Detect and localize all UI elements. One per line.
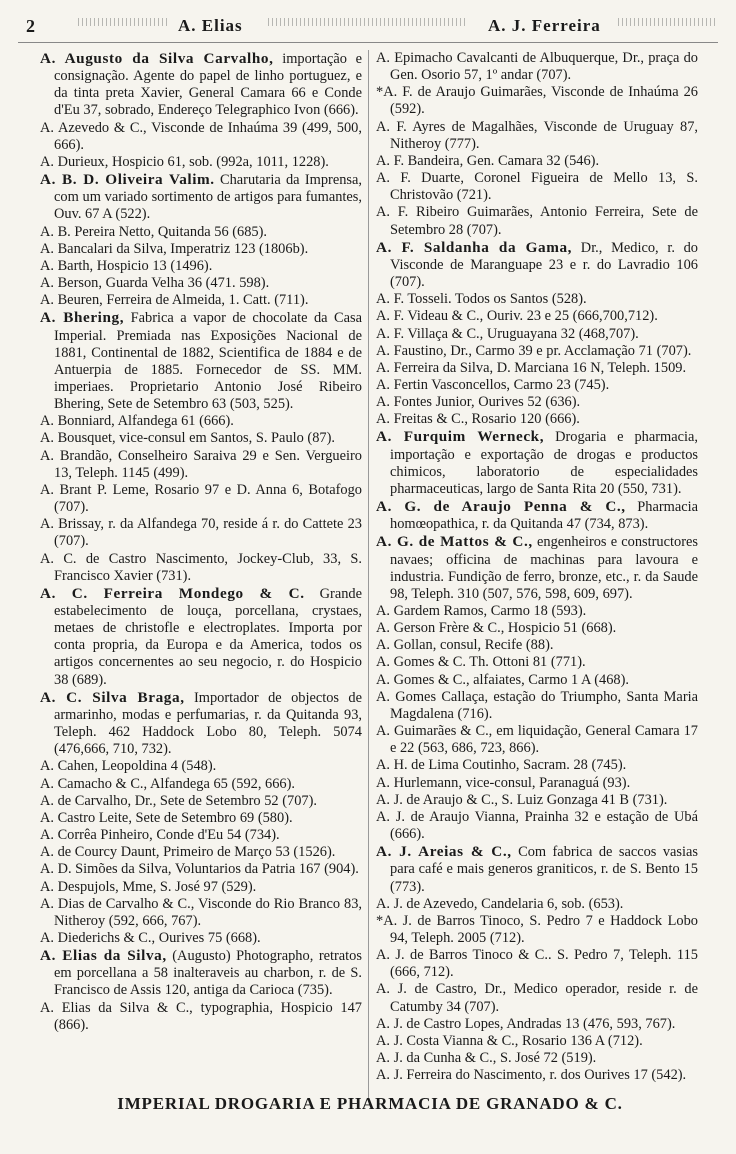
entry-details: Jockey-Club, 33, S. Francisco Xavier (731). xyxy=(54,550,362,584)
directory-entry xyxy=(376,981,698,1015)
entry-details: Mme, S. José 97 (529). xyxy=(122,878,257,895)
directory-entry xyxy=(376,723,698,757)
entry-name: A. Augusto da Silva Carvalho, xyxy=(40,50,274,67)
entry-details: S. Pedro 7 e Haddock Lobo 94, Teleph. 2005 (712). xyxy=(390,912,698,946)
entry-name: *A. J. de Barros Tinoco, xyxy=(376,912,524,929)
entry-name: A. J. de Araujo & C., xyxy=(376,791,498,808)
entry-details: Hospicio 61, sob. (992a, 1011, 1228). xyxy=(111,153,329,170)
entry-name: A. Camacho & C., xyxy=(40,775,148,792)
entry-details: Ouriv. 23 e 25 (666,700,712). xyxy=(486,308,658,325)
entry-details: estação do Triumpho, Santa Maria Magdalena (716). xyxy=(390,688,699,722)
entry-name: A. B. D. Oliveira Valim. xyxy=(40,171,215,189)
entry-name: A. Elias da Silva & C., xyxy=(40,999,193,1016)
entry-details: Antonio Ferreira, Sete de Setembro 28 (707). xyxy=(390,204,699,238)
entry-name: A. Barth, xyxy=(40,257,94,274)
directory-entry xyxy=(40,292,362,309)
entry-name: A. F. Saldanha da Gama, xyxy=(376,238,573,256)
directory-entry xyxy=(376,654,698,671)
running-head-right: A. J. Ferreira xyxy=(488,16,601,35)
directory-entry xyxy=(376,843,698,895)
page-number: 2 xyxy=(26,16,35,36)
entry-details: Quitanda 56 (685). xyxy=(157,223,268,240)
directory-entry xyxy=(376,620,698,637)
entry-details: Guarda Velha 36 (471. 598). xyxy=(105,275,270,292)
entry-name: A. Ferreira da Silva, xyxy=(376,359,494,376)
directory-entry xyxy=(40,827,362,844)
entry-name: A. Berson, xyxy=(40,275,102,292)
entry-name: A. Azevedo & C., xyxy=(40,119,147,136)
entry-name: A. J. de Araujo Vianna, xyxy=(376,808,519,825)
directory-entry xyxy=(40,896,362,930)
entry-name: A. Beuren, xyxy=(40,292,103,309)
entry-name: A. Fontes Junior, xyxy=(376,394,475,411)
entry-details: Rosario 97 e D. Anna 6, Botafogo (707). xyxy=(54,481,362,516)
directory-entry xyxy=(40,879,362,896)
directory-entry xyxy=(376,809,698,843)
directory-entry xyxy=(376,308,698,325)
directory-entry xyxy=(40,861,362,878)
directory-entry xyxy=(376,947,698,981)
directory-entry xyxy=(376,84,698,118)
entry-details: consul, Recife (88). xyxy=(439,637,554,654)
entry-details: Visconde de Inhaúma 26 (592). xyxy=(390,84,698,118)
entry-name: A. Brant P. Leme, xyxy=(40,481,149,498)
entry-details: typographia, Hospicio 147 (866). xyxy=(54,999,363,1033)
entry-details: Dr., Carmo 39 e pr. Acclamação 71 (707). xyxy=(450,342,692,359)
entry-name: A. J. de Barros Tinoco & C.. xyxy=(376,947,552,964)
entry-details: Visconde do Rio Branco 83, Nitheroy (592, 666, 767). xyxy=(54,895,362,929)
running-head-left: A. Elias xyxy=(178,16,243,35)
entry-name: A. Gomes & C., xyxy=(376,671,470,688)
directory-entry xyxy=(40,171,362,223)
right-column xyxy=(376,50,698,1084)
entry-details: Conselheiro Saraiva 29 e Sen. Vergueiro 13, Teleph. 1145 (499). xyxy=(54,447,362,481)
entry-details: Alfandega 61 (666). xyxy=(117,413,234,430)
entry-name: A. F. Ayres de Magalhães, xyxy=(376,118,538,135)
directory-entry xyxy=(376,689,698,723)
print-noise xyxy=(268,18,468,26)
directory-entry xyxy=(376,1050,698,1067)
entry-details: Coronel Figueira de Mello 13, S. Christovão (721). xyxy=(390,170,698,204)
entry-details: Sacram. 28 (745). xyxy=(523,757,627,774)
entry-details: Hospicio 13 (1496). xyxy=(96,257,213,274)
entry-details: praça do Gen. Osorio 57, 1º andar (707). xyxy=(390,50,698,84)
entry-name: A. Dias de Carvalho & C., xyxy=(40,895,195,912)
directory-entry xyxy=(376,119,698,153)
entry-name: A. J. de Castro, xyxy=(376,981,477,998)
entry-name: A. H. de Lima Coutinho, xyxy=(376,757,520,774)
entry-name: A. de Carvalho, xyxy=(40,792,132,809)
entry-name: A. Brandão, xyxy=(40,447,113,464)
entry-name: A. C. Silva Braga, xyxy=(40,688,185,706)
entry-name: A. J. da Cunha & C., xyxy=(376,1050,497,1067)
directory-entry xyxy=(40,120,362,154)
entry-name: A. F. Ribeiro Guimarães, xyxy=(376,204,533,221)
entry-details: Candelaria 6, sob. (653). xyxy=(481,895,624,912)
entry-name: A. G. de Mattos & C., xyxy=(376,533,533,551)
directory-entry xyxy=(376,1016,698,1033)
directory-entry xyxy=(376,913,698,947)
entry-details: Conde d'Eu 54 (734). xyxy=(156,827,280,844)
directory-entry xyxy=(40,224,362,241)
entry-details: Fabrica a vapor de chocolate da Casa Imperial. Premiada nas Exposições Nacional de 1881, Continental de 1882, Scientifica de 1884 e de Antuerpia de 1885. Fornecedor de SS. MM. imperiaes. Proprietario Antonio José Ribeiro Bhering, Sete de Setembro 63 (503, 525). xyxy=(54,310,362,413)
directory-entry xyxy=(376,637,698,654)
entry-details: Importador de objectos de armarinho, modas e perfumarias, r. da Quitanda 93, Teleph. 462 Haddock Lobo 80, Teleph. 5074 (476,666, 710, 732). xyxy=(54,689,362,758)
entry-name: A. Fertin Vasconcellos, xyxy=(376,376,511,393)
entry-name: A. Guimarães & C., xyxy=(376,723,493,740)
directory-entry xyxy=(376,153,698,170)
entry-name: A. F. Duarte, xyxy=(376,170,464,187)
entry-name: A. J. Ferreira do Nascimento, xyxy=(376,1067,546,1084)
directory-entry xyxy=(40,448,362,482)
entry-details: Carmo 23 (745). xyxy=(513,376,610,393)
directory-entry xyxy=(376,775,698,792)
entry-details: Ferreira de Almeida, 1. Catt. (711). xyxy=(106,292,309,309)
entry-name: A. J. de Castro Lopes, xyxy=(376,1015,504,1032)
entry-details: Imperatriz 123 (1806b). xyxy=(170,240,309,257)
entry-details: Th. Ottoni 81 (771). xyxy=(469,654,586,671)
entry-details: Charutaria da Imprensa, com um variado sortimento de artigos para fumantes, Ouv. 67 A (522). xyxy=(54,172,362,223)
entry-details: Hospicio 51 (668). xyxy=(507,620,617,637)
directory-entry xyxy=(40,482,362,516)
entry-name: A. Cahen, xyxy=(40,758,98,775)
directory-entry xyxy=(40,585,362,689)
directory-entry xyxy=(376,1033,698,1050)
entry-name: A. Hurlemann, xyxy=(376,774,462,791)
directory-entry xyxy=(40,793,362,810)
directory-entry xyxy=(376,394,698,411)
entry-details: Dr., Medico operador, reside r. de Catumby 34 (707). xyxy=(390,981,698,1015)
print-noise xyxy=(618,18,718,26)
entry-name: A. de Courcy Daunt, xyxy=(40,844,160,861)
entry-details: (Augusto) Photographo, retratos em porcellana a 58 inalteraveis au charbon, r. de S. Francisco de Assis 120, antiga da Carioca (735). xyxy=(54,948,362,999)
entry-details: Pharmacia homœopathica, r. da Quitanda 47 (734, 873). xyxy=(390,499,698,533)
entry-details: Grande estabelecimento de louça, porcellana, crystaes, metaes de christofle e electroplates. Importa por conta propria, da Europa e da America, todos os artigos concernentes ao seu negocio, r. do Hospicio 38 (689). xyxy=(54,585,362,688)
directory-entry xyxy=(376,239,698,291)
entry-name: A. Freitas & C., xyxy=(376,411,468,428)
entry-name: A. Diederichs & C., xyxy=(40,929,156,946)
directory-entry xyxy=(376,603,698,620)
entry-details: Drogaria e pharmacia, importação e exportação de drogas e productos chimicos, laboratorio de especialidades pharmaceuticas, largo de Santa Rita 20 (550, 731). xyxy=(390,429,698,497)
entry-name: A. F. Bandeira, xyxy=(376,152,464,169)
entry-name: A. D. Simões da Silva, xyxy=(40,861,172,878)
entry-details: vice-consul em Santos, S. Paulo (87). xyxy=(119,430,336,447)
directory-entry xyxy=(376,170,698,204)
entry-details: D. Marciana 16 N, Teleph. 1509. xyxy=(496,359,687,376)
entry-details: Dr., Medico, r. do Visconde de Maranguape 23 e r. do Lavradio 106 (707). xyxy=(390,239,698,291)
directory-entry xyxy=(376,757,698,774)
entry-details: Andradas 13 (476, 593, 767). xyxy=(506,1015,676,1032)
entry-details: Uruguayana 32 (468,707). xyxy=(486,325,639,342)
directory-entry xyxy=(40,154,362,171)
entry-details: Carmo 18 (593). xyxy=(490,603,587,619)
entry-name: A. F. Villaça & C., xyxy=(376,325,484,342)
entry-name: A. Bancalari da Silva, xyxy=(40,240,167,257)
entry-name: A. Corrêa Pinheiro, xyxy=(40,827,153,844)
entry-details: Voluntarios da Patria 167 (904). xyxy=(174,861,359,878)
directory-entry xyxy=(376,377,698,394)
directory-entry xyxy=(40,758,362,775)
directory-entry xyxy=(40,1000,362,1034)
entry-name: A. Epimacho Cavalcanti de Albuquerque, Dr., xyxy=(376,50,645,66)
directory-entry xyxy=(40,516,362,550)
entry-name: A. J. Areias & C., xyxy=(376,843,512,861)
directory-entry xyxy=(40,430,362,447)
entry-details: Leopoldina 4 (548). xyxy=(101,758,217,775)
entry-name: *A. F. de Araujo Guimarães, xyxy=(376,84,547,101)
entry-name: A. Bonniard, xyxy=(40,413,115,430)
entry-name: A. Bhering, xyxy=(40,309,125,327)
entry-name: A. J. de Azevedo, xyxy=(376,895,478,912)
directory-entry xyxy=(376,326,698,343)
entry-details: S. Luiz Gonzaga 41 B (731). xyxy=(501,791,668,808)
directory-entry xyxy=(40,50,362,120)
entry-details: Sete de Setembro 69 (580). xyxy=(135,809,293,826)
entry-details: Prainha 32 e estação de Ubá (666). xyxy=(390,808,698,843)
entry-name: A. Castro Leite, xyxy=(40,809,132,826)
entry-name: A. Gerson Frère & C., xyxy=(376,620,505,637)
entry-name: A. C. Ferreira Mondego & C. xyxy=(40,584,305,602)
entry-name: A. F. Videau & C., xyxy=(376,308,484,325)
page-footer-advert: IMPERIAL DROGARIA E PHARMACIA DE GRANADO & C. xyxy=(117,1094,623,1113)
entry-details: r. dos Ourives 17 (542). xyxy=(549,1067,687,1084)
directory-entry xyxy=(376,1067,698,1084)
directory-entry xyxy=(376,360,698,377)
directory-entry xyxy=(40,275,362,292)
directory-entry xyxy=(40,776,362,793)
directory-entry xyxy=(376,792,698,809)
directory-entry xyxy=(40,309,362,413)
entry-details: alfaiates, Carmo 1 A (468). xyxy=(473,671,630,688)
entry-details: importação e consignação. Agente do papel de linho portuguez, e da tinta preta Xavier, General Camara 66 e Conde d'Eu 37, sobrado, Endereço Telegraphico Ivon (666). xyxy=(54,51,362,119)
directory-entry xyxy=(40,551,362,585)
directory-entry xyxy=(376,50,698,84)
directory-entry xyxy=(376,204,698,238)
left-column xyxy=(40,50,362,1034)
entry-details: Visconde de Uruguay 87, Nitheroy (777). xyxy=(390,118,698,152)
entry-name: A. Gomes & C. xyxy=(376,654,466,671)
entry-details: Rosario 120 (666). xyxy=(471,411,580,428)
entry-name: A. Gollan, xyxy=(376,637,437,654)
entry-details: Dr., Sete de Setembro 52 (707). xyxy=(134,792,317,809)
entry-details: Todos os Santos (528). xyxy=(454,291,587,308)
entry-details: r. da Alfandega 70, reside á r. do Cattete 23 (707). xyxy=(54,516,362,550)
entry-name: A. B. Pereira Netto, xyxy=(40,223,155,240)
entry-name: A. J. Costa Vianna & C., xyxy=(376,1032,519,1049)
entry-name: A. C. de Castro Nascimento, xyxy=(40,550,229,567)
entry-name: A. Durieux, xyxy=(40,153,109,170)
entry-details: Primeiro de Março 53 (1526). xyxy=(163,844,336,861)
directory-entry xyxy=(40,689,362,759)
entry-name: A. Furquim Werneck, xyxy=(376,428,545,446)
directory-entry xyxy=(376,428,698,498)
directory-entry xyxy=(376,672,698,689)
entry-name: A. F. Tosseli. xyxy=(376,291,452,308)
directory-entry xyxy=(376,291,698,308)
entry-details: em liquidação, General Camara 17 e 22 (563, 686, 723, 866). xyxy=(390,723,698,757)
entry-details: engenheiros e constructores navaes; officina de machinas para lavoura e industria. Fundição de ferro, bronze, etc., r. da Saude 98, Teleph. 310 (507, 576, 598, 609, 697). xyxy=(390,534,698,602)
entry-details: Gen. Camara 32 (546). xyxy=(466,152,600,169)
directory-entry xyxy=(376,498,698,533)
directory-entry xyxy=(40,947,362,999)
entry-details: vice-consul, Paranaguá (93). xyxy=(465,774,631,791)
entry-name: A. Faustino, xyxy=(376,342,447,359)
entry-details: S. Pedro 7, Teleph. 115 (666, 712). xyxy=(390,947,698,981)
entry-name: A. Brissay, xyxy=(40,516,105,533)
directory-entry xyxy=(376,411,698,428)
directory-entry xyxy=(376,896,698,913)
entry-details: Ourives 52 (636). xyxy=(478,394,581,411)
entry-name: A. Gomes Callaça, xyxy=(376,688,489,705)
entry-name: A. Gardem Ramos, xyxy=(376,603,488,619)
entry-name: A. Bousquet, xyxy=(40,430,116,447)
print-noise xyxy=(78,18,168,26)
directory-entry xyxy=(40,413,362,430)
entry-name: A. G. de Araujo Penna & C., xyxy=(376,498,626,516)
directory-entry xyxy=(40,930,362,947)
page-header xyxy=(18,14,718,43)
directory-entry xyxy=(376,343,698,360)
directory-entry xyxy=(40,844,362,861)
entry-details: Com fabrica de saccos vasias para café e mais generos graniticos, r. de S. Bento 15 (773). xyxy=(390,844,698,895)
entry-details: Visconde de Inhaúma 39 (499, 500, 666). xyxy=(54,119,362,153)
directory-entry xyxy=(40,241,362,258)
entry-name: A. Elias da Silva, xyxy=(40,947,167,965)
entry-details: Ourives 75 (668). xyxy=(158,929,261,946)
entry-details: Alfandega 65 (592, 666). xyxy=(149,775,296,792)
entry-name: A. Despujols, xyxy=(40,878,119,895)
directory-entry xyxy=(40,810,362,827)
directory-entry xyxy=(376,533,698,603)
directory-entry xyxy=(40,258,362,275)
column-divider xyxy=(368,50,369,1100)
entry-details: S. José 72 (519). xyxy=(499,1050,597,1067)
entry-details: Rosario 136 A (712). xyxy=(521,1032,643,1049)
